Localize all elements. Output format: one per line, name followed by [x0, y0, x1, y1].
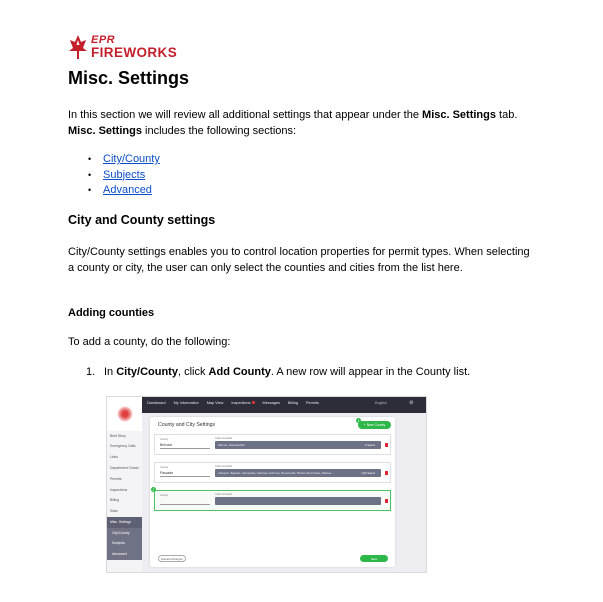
sidebar-item-links[interactable]: Links: [110, 455, 118, 460]
sidebar-item-brief-story[interactable]: Brief Story: [110, 433, 126, 438]
app-screenshot: [106, 396, 427, 573]
sub-heading: Adding counties: [68, 307, 155, 319]
nav-dashboard[interactable]: Dashboard: [147, 401, 166, 405]
sidebar-item-emergency-calls[interactable]: Emergency Calls: [110, 444, 136, 449]
county-row: [154, 462, 391, 483]
cities-select-count: (10) Select: [361, 470, 375, 475]
logo-fireworks-text: FIREWORKS: [91, 44, 178, 60]
city-county-paragraph: City/County settings enables you to control location properties for permit types. When selecting a county or city, the user can only select the counties and cities from the list here.: [68, 246, 530, 274]
fireworks-logo-icon: [68, 34, 88, 60]
county-row: [154, 434, 391, 455]
list-item: • Advanced: [88, 183, 160, 199]
sidebar-item-subjects[interactable]: Subjects: [107, 539, 142, 550]
cities-label: Cities included: [215, 437, 232, 440]
county-label: County: [160, 438, 169, 441]
cities-label: Cities included: [215, 493, 232, 496]
cities-value: Arlington, Bayside, Springdale, Fairview, Ashmore, Brownsville, Bristol, Riverchase, Bellvue ...: [218, 471, 335, 475]
top-nav-bar: [107, 397, 427, 413]
county-input[interactable]: Pascade: [160, 471, 174, 475]
discard-changes-button[interactable]: Discard Changes: [158, 555, 186, 562]
gear-icon[interactable]: ⚙: [409, 400, 414, 406]
cities-select[interactable]: [215, 497, 381, 505]
cities-value: Alfonso, Alameda Bar: [218, 443, 245, 447]
notification-dot: [252, 401, 255, 404]
sidebar: [107, 431, 142, 573]
link-advanced[interactable]: Advanced: [103, 184, 152, 196]
county-label: County: [160, 494, 169, 497]
county-label: County: [160, 466, 169, 469]
callout-badge-1: 1: [357, 418, 360, 423]
link-subjects[interactable]: Subjects: [103, 168, 146, 181]
callout-badge-2: 2: [152, 487, 155, 492]
top-nav: [147, 401, 319, 405]
sidebar-item-city-county[interactable]: City/County: [107, 528, 142, 539]
nav-permits[interactable]: Permits: [305, 401, 319, 405]
save-button[interactable]: Save: [360, 555, 388, 562]
add-county-button[interactable]: + New County: [358, 421, 391, 429]
logo-epr-text: EPR: [91, 33, 116, 46]
epr-fireworks-logo: [68, 34, 177, 60]
cities-select[interactable]: [215, 441, 381, 449]
delete-icon[interactable]: [385, 499, 388, 503]
intro-paragraph: In this section we will review all additional settings that appear under the Misc. Settings tab. Misc. Settings includes the following sections:: [68, 109, 518, 137]
cities-label: Cities included: [215, 465, 232, 468]
nav-my-information[interactable]: My Information: [173, 401, 199, 405]
nav-billing[interactable]: Billing: [287, 401, 298, 405]
sidebar-item-advanced[interactable]: Advanced: [107, 550, 142, 561]
page-title: Misc. Settings: [68, 68, 190, 88]
nav-inspections[interactable]: Inspections: [231, 401, 254, 405]
section-heading: City and County settings: [68, 213, 216, 227]
app-logo: [107, 397, 142, 431]
delete-icon[interactable]: [385, 443, 388, 447]
language-selector[interactable]: English: [375, 401, 387, 405]
list-item: • City/County: [88, 152, 160, 168]
link-city-county[interactable]: City/County: [103, 153, 160, 165]
nav-map-view[interactable]: Map View: [206, 401, 224, 405]
cities-select-count: 2 Select: [364, 442, 375, 447]
instruction-paragraph: To add a county, do the following:: [68, 336, 231, 348]
sidebar-item-billing[interactable]: Billing: [110, 498, 120, 503]
county-input[interactable]: Brevard: [160, 443, 172, 447]
list-item: • Subjects: [88, 168, 160, 184]
sidebar-item-stats[interactable]: Stats: [110, 509, 118, 514]
sidebar-item-permits[interactable]: Permits: [110, 476, 122, 481]
section-list: [88, 152, 160, 199]
sidebar-item-inspections[interactable]: Inspections: [110, 487, 128, 492]
sidebar-item-department-charts[interactable]: Department Charts: [110, 465, 139, 470]
county-settings-panel: [150, 417, 395, 567]
cities-select[interactable]: [215, 469, 381, 477]
county-row-new: [154, 490, 391, 511]
sidebar-item-misc-settings[interactable]: Misc. Settings: [107, 517, 142, 528]
nav-messages[interactable]: Messages: [262, 401, 280, 405]
panel-title: County and City Settings: [158, 422, 216, 428]
step-1: 1. In City/County, click Add County. A new row will appear in the County list.: [86, 366, 471, 378]
fireworks-burst-icon: [117, 406, 133, 422]
delete-icon[interactable]: [385, 471, 388, 475]
